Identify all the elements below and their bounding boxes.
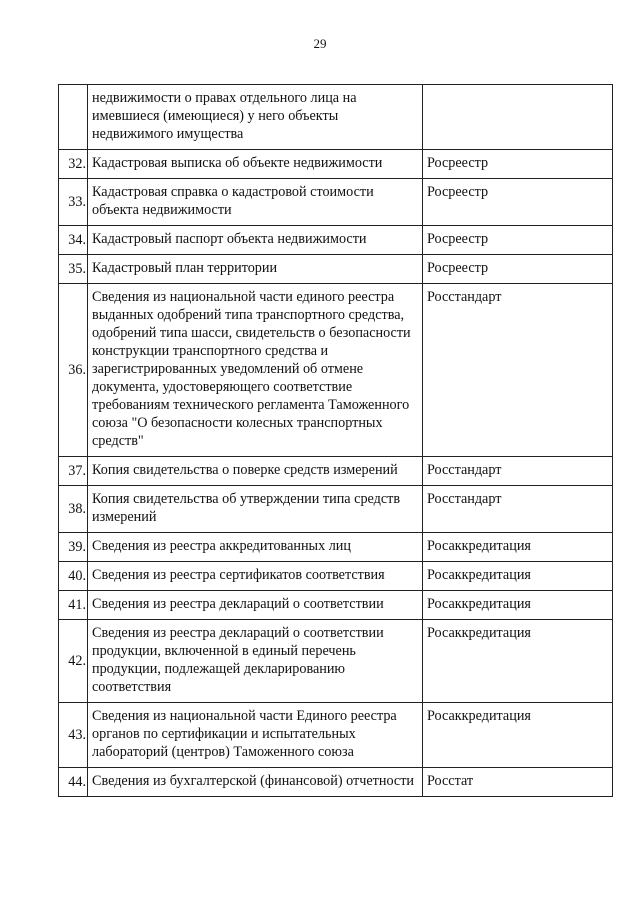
table-row [59,457,613,486]
agency-name: Росаккредитация [423,533,613,562]
document-name: Копия свидетельства о поверке средств измерений [88,457,423,486]
row-number: 42. [59,620,88,703]
row-number: 35. [59,255,88,284]
row-number: 38. [59,486,88,533]
document-name: Сведения из реестра деклараций о соответствии [88,591,423,620]
table-row [59,591,613,620]
row-number: 33. [59,179,88,226]
row-number: 40. [59,562,88,591]
agency-name: Росстандарт [423,486,613,533]
row-number: 36. [59,284,88,457]
agency-name: Росреестр [423,255,613,284]
agency-name: Росаккредитация [423,703,613,768]
document-name: Сведения из реестра аккредитованных лиц [88,533,423,562]
document-name: Кадастровый паспорт объекта недвижимости [88,226,423,255]
document-name: Сведения из реестра деклараций о соответствии продукции, включенной в единый перечень продукции, подлежащей декларированию соответствия [88,620,423,703]
row-number: 41. [59,591,88,620]
agency-name: Росстат [423,768,613,797]
document-name: Кадастровая справка о кадастровой стоимости объекта недвижимости [88,179,423,226]
table-row [59,533,613,562]
document-name: Кадастровая выписка об объекте недвижимости [88,150,423,179]
agency-name: Росаккредитация [423,562,613,591]
services-table [58,84,613,797]
page-number: 29 [313,36,327,51]
row-number: 37. [59,457,88,486]
document-name: Копия свидетельства об утверждении типа средств измерений [88,486,423,533]
agency-name: Росстандарт [423,457,613,486]
table-row [59,620,613,703]
agency-name: Росаккредитация [423,591,613,620]
document-name: Сведения из бухгалтерской (финансовой) отчетности [88,768,423,797]
row-number [59,85,88,150]
table-row [59,768,613,797]
row-number: 44. [59,768,88,797]
table-row [59,85,613,150]
document-name: Сведения из реестра сертификатов соответствия [88,562,423,591]
row-number: 32. [59,150,88,179]
agency-name [423,85,613,150]
table-row [59,255,613,284]
agency-name: Росстандарт [423,284,613,457]
document-name: Сведения из национальной части единого реестра выданных одобрений типа транспортного средства, одобрений типа шасси, свидетельств о безопасности конструкции транспортного средства и зарегистрированных уведомлений об отмене документа, удостоверяющего соответствие требованиям технического регламента Таможенного союза "О безопасности колесных транспортных средств" [88,284,423,457]
row-number: 43. [59,703,88,768]
document-name: недвижимости о правах отдельного лица на имевшиеся (имеющиеся) у него объекты недвижимого имущества [88,85,423,150]
document-name: Сведения из национальной части Единого реестра органов по сертификации и испытательных лабораторий (центров) Таможенного союза [88,703,423,768]
agency-name: Росреестр [423,179,613,226]
table-row [59,703,613,768]
table-row [59,486,613,533]
table-row [59,226,613,255]
table-row [59,284,613,457]
agency-name: Росреестр [423,226,613,255]
row-number: 34. [59,226,88,255]
row-number: 39. [59,533,88,562]
agency-name: Росаккредитация [423,620,613,703]
agency-name: Росреестр [423,150,613,179]
table-row [59,150,613,179]
table-row [59,179,613,226]
document-name: Кадастровый план территории [88,255,423,284]
table-row [59,562,613,591]
